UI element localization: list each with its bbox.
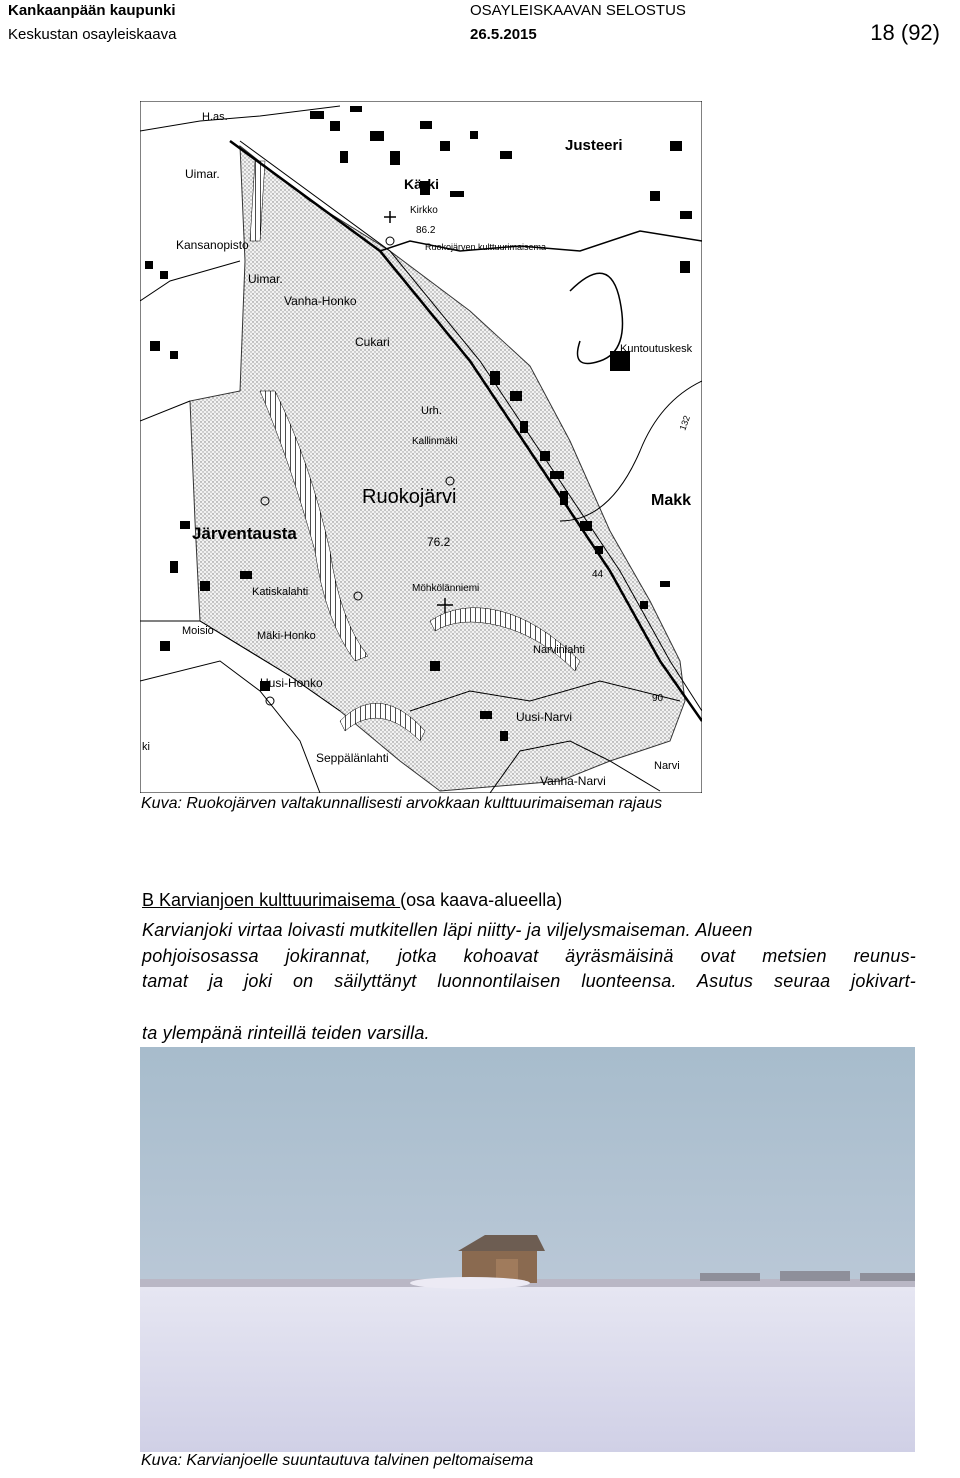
map-label-kansanopisto: Kansanopisto (176, 238, 249, 252)
landscape-map (140, 101, 702, 793)
map-label-cukari: Cukari (355, 335, 390, 349)
map-label-height-76: 76.2 (427, 535, 451, 549)
map-label-vanha-narvi: Vanha-Narvi (540, 774, 606, 788)
map-label-ruokojarvi: Ruokojärvi (362, 486, 457, 508)
map-label-katiskalahti: Katiskalahti (252, 586, 309, 598)
body-text-line-2: pohjoisosassa jokirannat, jotka kohoavat äyräsmäisinä ovat metsien reunus- (142, 946, 916, 966)
map-label-urh: Urh. (421, 405, 442, 417)
section-title-rest: (osa kaava-alueella) (400, 890, 563, 910)
map-label-44: 44 (592, 569, 604, 580)
map-label-uimar-2: Uimar. (248, 272, 283, 286)
page-number: 18 (92) (870, 20, 940, 45)
header-plan-name: Keskustan osayleiskaava (8, 26, 177, 43)
header-document-type: OSAYLEISKAAVAN SELOSTUS (470, 2, 686, 19)
header-date: 26.5.2015 (470, 26, 537, 43)
body-text-line-1: Karvianjoki virtaa loivasti mutkitellen läpi niitty- ja viljelysmaiseman. Alueen (142, 920, 753, 940)
section-title (142, 890, 562, 911)
map-label-ki: ki (142, 741, 150, 753)
map-label-moisio: Moisio (182, 625, 214, 637)
map-label-kirkko: Kirkko (410, 205, 438, 216)
map-label-90: 90 (652, 693, 664, 704)
map-label-kallinmaki: Kallinmäki (412, 436, 458, 447)
map-label-justeeri: Justeeri (565, 137, 623, 154)
map-label-uusi-narvi: Uusi-Narvi (516, 710, 573, 724)
map-label-narvi: Narvi (654, 760, 680, 772)
map-label-narvinlahti: Narvinlahti (533, 644, 585, 656)
map-label-ruokojarven: Ruokojärven kulttuurimaisema (425, 242, 547, 252)
map-label-kuntoutuskesk: Kuntoutuskesk (620, 343, 693, 355)
map-label-karki: Kärki (404, 176, 440, 192)
map-label-seppalanlahti: Seppälänlahti (316, 751, 389, 765)
map-caption: Kuva: Ruokojärven valtakunnallisesti arvokkaan kulttuurimaiseman rajaus (141, 795, 663, 812)
body-text-line-4: ta ylempänä rinteillä teiden varsilla. (142, 1023, 430, 1043)
map-label-jarventausta: Järventausta (192, 524, 297, 543)
map-label-132: 132 (677, 414, 693, 432)
map-label-uimar-1: Uimar. (185, 167, 220, 181)
map-label-vanha-honko: Vanha-Honko (284, 294, 357, 308)
photo-caption: Kuva: Karvianjoelle suuntautuva talvinen peltomaisema (141, 1452, 534, 1469)
body-text-line-3: tamat ja joki on säilyttänyt luonnontilaisen luonteensa. Asutus seuraa jokivart- (142, 971, 916, 991)
map-label-uusi-honko: Uusi-Honko (260, 676, 323, 690)
map-label-mohkolanniemi: Möhkölänniemi (412, 583, 480, 594)
map-label-height-86: 86.2 (416, 225, 436, 236)
winter-field-photo (140, 1047, 915, 1452)
map-label-maki-honko: Mäki-Honko (257, 630, 316, 642)
section-title-underlined: B Karvianjoen kulttuurimaisema (142, 890, 401, 910)
map-label-has: H.as. (202, 111, 228, 123)
header-organization: Kankaanpään kaupunki (8, 2, 176, 19)
map-label-makk: Makk (651, 492, 692, 509)
